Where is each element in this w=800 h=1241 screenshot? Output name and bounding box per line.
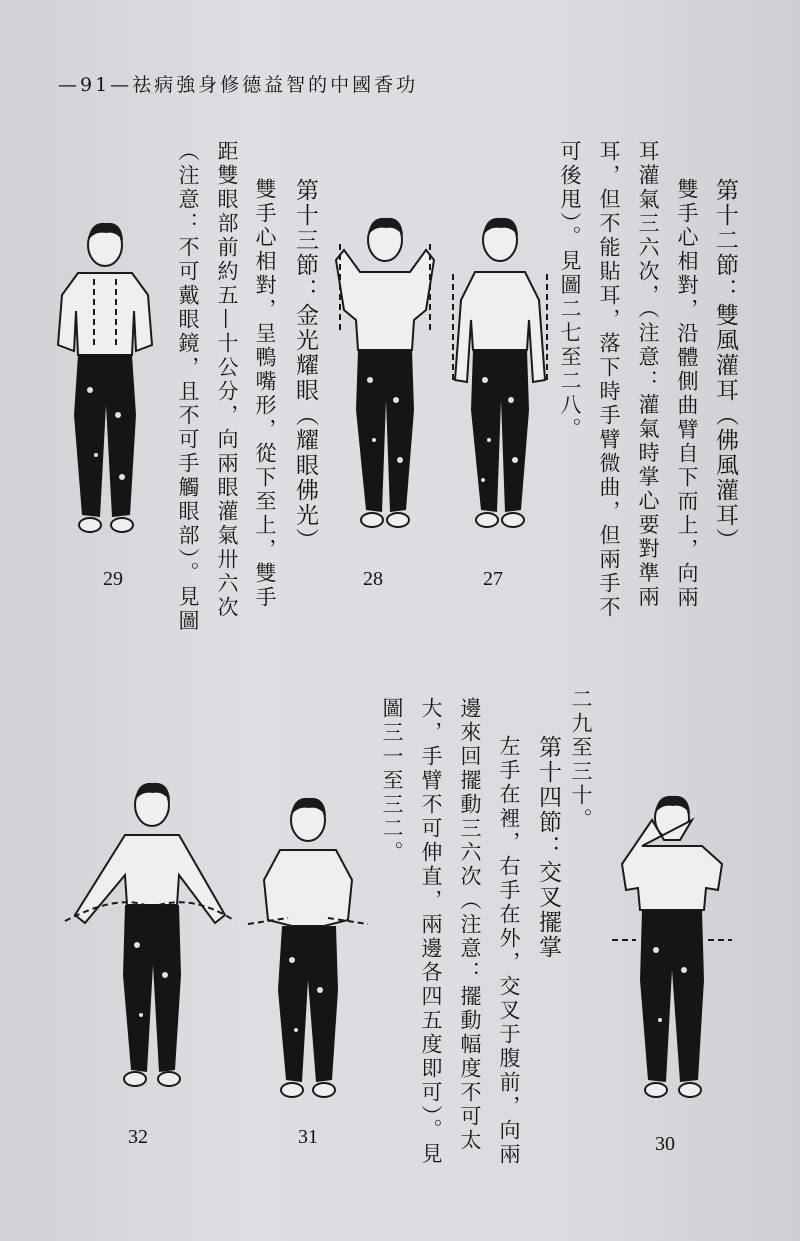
section-13-line-2: 距雙眼部前約五—十公分，向兩眼灌氣卅六次 [215, 140, 239, 620]
section-14-line-1: 左手在裡，右手在外，交叉于腹前，向兩 [497, 735, 521, 1167]
section-13-line-1: 雙手心相對，呈鴨嘴形，從下至上，雙手 [253, 178, 277, 610]
page-header: —91—祛病強身修德益智的中國香功 [58, 74, 419, 96]
figure-27-illustration [445, 210, 555, 540]
figure-31-illustration [248, 790, 368, 1110]
section-12-line-1: 雙手心相對，沿體側曲臂自下而上，向兩 [675, 178, 699, 610]
section-14-line-2: 邊來回擺動三六次（注意：擺動幅度不可太 [458, 697, 482, 1153]
figure-29-label: 29 [103, 568, 123, 590]
section-12-line-3: 耳，但不能貼耳，落下時手臂微曲，但兩手不 [597, 140, 621, 620]
figure-32-label: 32 [128, 1126, 148, 1148]
section-13-line-3: （注意：不可戴眼鏡，且不可手觸眼部）。見圖 [176, 140, 200, 634]
figure-29-illustration [50, 215, 160, 545]
figure-30-illustration [612, 780, 732, 1110]
figure-30-label: 30 [655, 1133, 675, 1155]
figure-32-illustration [55, 775, 245, 1095]
figure-28-label: 28 [363, 568, 383, 590]
section-14-line-4: 圖三一至三二。 [380, 697, 404, 865]
section-13-continuation: 二九至三十。 [569, 688, 593, 832]
section-12-line-4: 可後甩）。見圖二七至二八。 [558, 140, 582, 442]
figure-31-label: 31 [298, 1126, 318, 1148]
section-13-title: 第十三節：金光耀眼（耀眼佛光） [292, 178, 318, 553]
section-12-title: 第十二節：雙風灌耳（佛風灌耳） [712, 178, 738, 553]
section-12-line-2: 耳灌氣三六次，（注意：灌氣時掌心要對準兩 [636, 140, 660, 610]
figure-27-label: 27 [483, 568, 503, 590]
section-14-line-3: 大，手臂不可伸直，兩邊各四五度即可）。見 [419, 697, 443, 1167]
section-14-title: 第十四節：交叉擺掌 [535, 735, 561, 960]
figure-28-illustration [330, 210, 440, 540]
